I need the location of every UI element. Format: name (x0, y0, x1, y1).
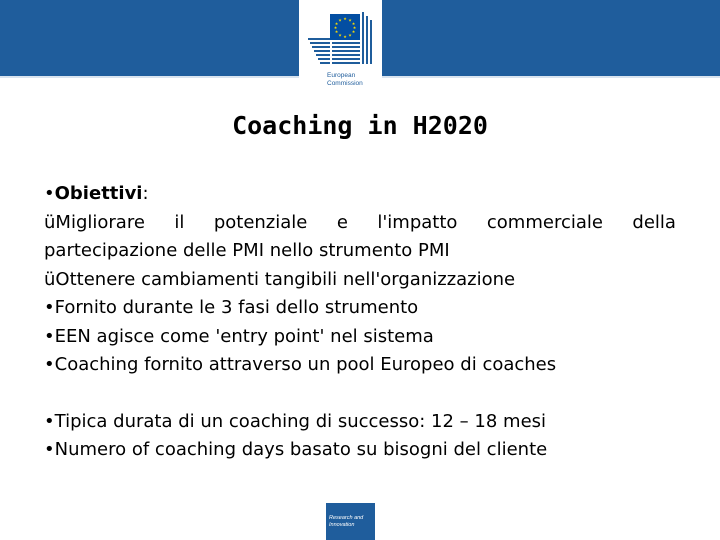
svg-text:★: ★ (343, 34, 347, 39)
slide-body (44, 180, 676, 465)
bullet: • (44, 183, 55, 204)
check-mark-icon: ü (44, 211, 56, 233)
objectives-label: Obiettivi (54, 183, 143, 204)
logo-wordmark (327, 72, 379, 88)
bullet-text: EEN agisce come 'entry point' nel sistema (54, 325, 434, 347)
bullet-item (44, 351, 676, 380)
paragraph-spacer (44, 380, 676, 408)
check-item-1 (44, 209, 676, 238)
svg-text:★: ★ (338, 32, 342, 38)
check-item-1-continuation: partecipazione delle PMI nello strumento PMI (44, 240, 450, 261)
bullet-text: Coaching fornito attraverso un pool Europeo di coaches (54, 354, 557, 375)
badge-text (329, 515, 373, 529)
commission-building-flag-icon (306, 0, 376, 67)
bullet-text: Numero of coaching days basato su bisogni del cliente (54, 439, 548, 460)
logo-text-line1: European (327, 72, 356, 79)
svg-text:★: ★ (334, 21, 339, 26)
check-item-1-word-3: potenziale (213, 211, 308, 233)
bullet: • (44, 325, 55, 347)
check-item-1-word-6: commerciale (486, 211, 603, 233)
svg-text:★: ★ (351, 21, 356, 26)
bullet-item (44, 323, 676, 352)
check-item-1-word-2: il (174, 211, 185, 233)
svg-text:★: ★ (343, 16, 347, 21)
bullet-text: Fornito durante le 3 fasi dello strumento (54, 297, 419, 318)
check-item-1-word-5: l'impatto (377, 211, 458, 233)
bullet: • (44, 410, 55, 432)
check-item-1-word-1: üMigliorare (44, 211, 145, 233)
bullet: • (44, 297, 55, 318)
check-mark-icon: ü (44, 268, 56, 290)
bullet-text: Tipica durata di un coaching di successo: 12 – 18 mesi (54, 410, 547, 432)
check-item-1-word-7: della (632, 211, 676, 233)
check-item-1-word-4: e (336, 211, 348, 233)
svg-text:★: ★ (333, 25, 338, 30)
svg-text:★: ★ (352, 25, 357, 30)
svg-text:★: ★ (334, 29, 339, 34)
objectives-heading (44, 180, 676, 209)
bullet: • (44, 439, 55, 460)
svg-text:★: ★ (351, 29, 356, 34)
research-innovation-badge (326, 503, 375, 540)
objectives-colon: : (142, 183, 149, 204)
bullet-item (44, 294, 676, 323)
bullet-item (44, 408, 676, 437)
european-commission-logo (299, 0, 382, 101)
bullet-item (44, 436, 676, 465)
check-item-2 (44, 266, 676, 295)
svg-text:★: ★ (348, 17, 352, 23)
svg-text:★: ★ (348, 32, 352, 38)
check-item-2-text: Ottenere cambiamenti tangibili nell'organizzazione (55, 268, 516, 290)
badge-line1: Research and (329, 515, 364, 521)
badge-line2: Innovation (329, 522, 355, 528)
bullet: • (44, 354, 55, 375)
slide-title: Coaching in H2020 (232, 111, 488, 140)
svg-text:★: ★ (338, 17, 342, 23)
logo-text-line2: Commission (327, 80, 363, 87)
